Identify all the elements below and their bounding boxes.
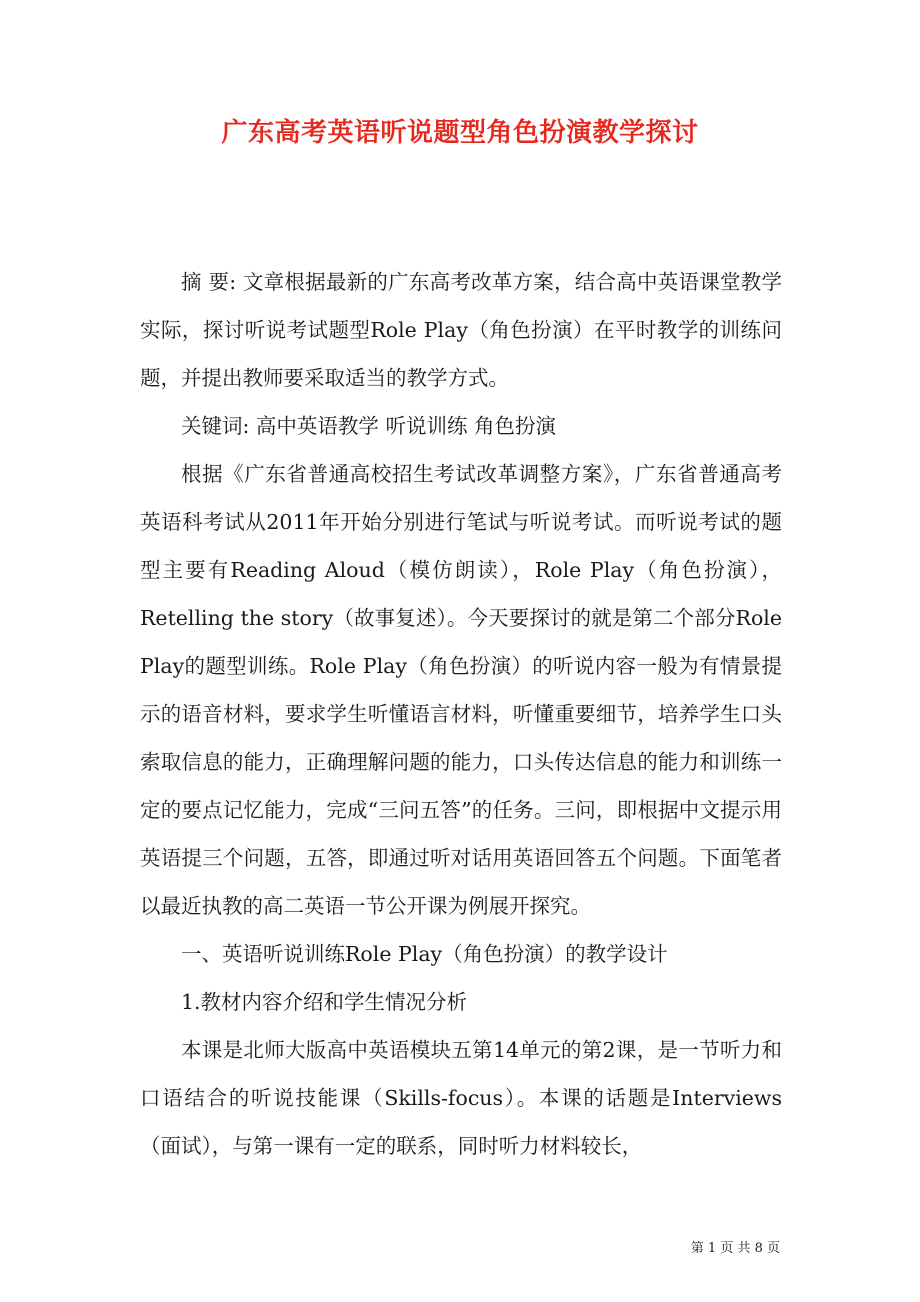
intro-paragraph: 根据《广东省普通高校招生考试改革调整方案》，广东省普通高考英语科考试从2011年开始分别进行笔试与听说考试。而听说考试的题型主要有Reading Aloud（模仿朗读），Role Play（角色扮演），Retelling the story（故事复述）。今天要探讨的就是第二个部分Role Play的题型训练。Role Play（角色扮演）的听说内容一般为有情景提示的语音材料，要求学生听懂语言材料，听懂重要细节，培养学生口头索取信息的能力，正确理解问题的能力，口头传达信息的能力和训练一定的要点记忆能力，完成“三问五答”的任务。三问，即根据中文提示用英语提三个问题，五答，即通过听对话用英语回答五个问题。下面笔者以最近执教的高二英语一节公开课为例展开探究。 [140,462,782,918]
keywords-paragraph: 关键词: 高中英语教学 听说训练 角色扮演 [181,414,556,438]
document-title: 广东高考英语听说题型角色扮演教学探讨 [221,118,699,148]
subsection-heading: 1.教材内容介绍和学生情况分析 [181,990,468,1014]
section-heading: 一、英语听说训练Role Play（角色扮演）的教学设计 [181,942,668,966]
page-number-footer: 第 1 页 共 8 页 [690,1241,780,1256]
document-body [140,258,782,1170]
abstract-paragraph: 摘 要: 文章根据最新的广东高考改革方案，结合高中英语课堂教学实际，探讨听说考试题型Role Play（角色扮演）在平时教学的训练问题，并提出教师要采取适当的教学方式。 [140,270,782,390]
lesson-paragraph: 本课是北师大版高中英语模块五第14单元的第2课，是一节听力和口语结合的听说技能课（Skills-focus）。本课的话题是Interviews（面试），与第一课有一定的联系，同时听力材料较长， [140,1038,782,1158]
